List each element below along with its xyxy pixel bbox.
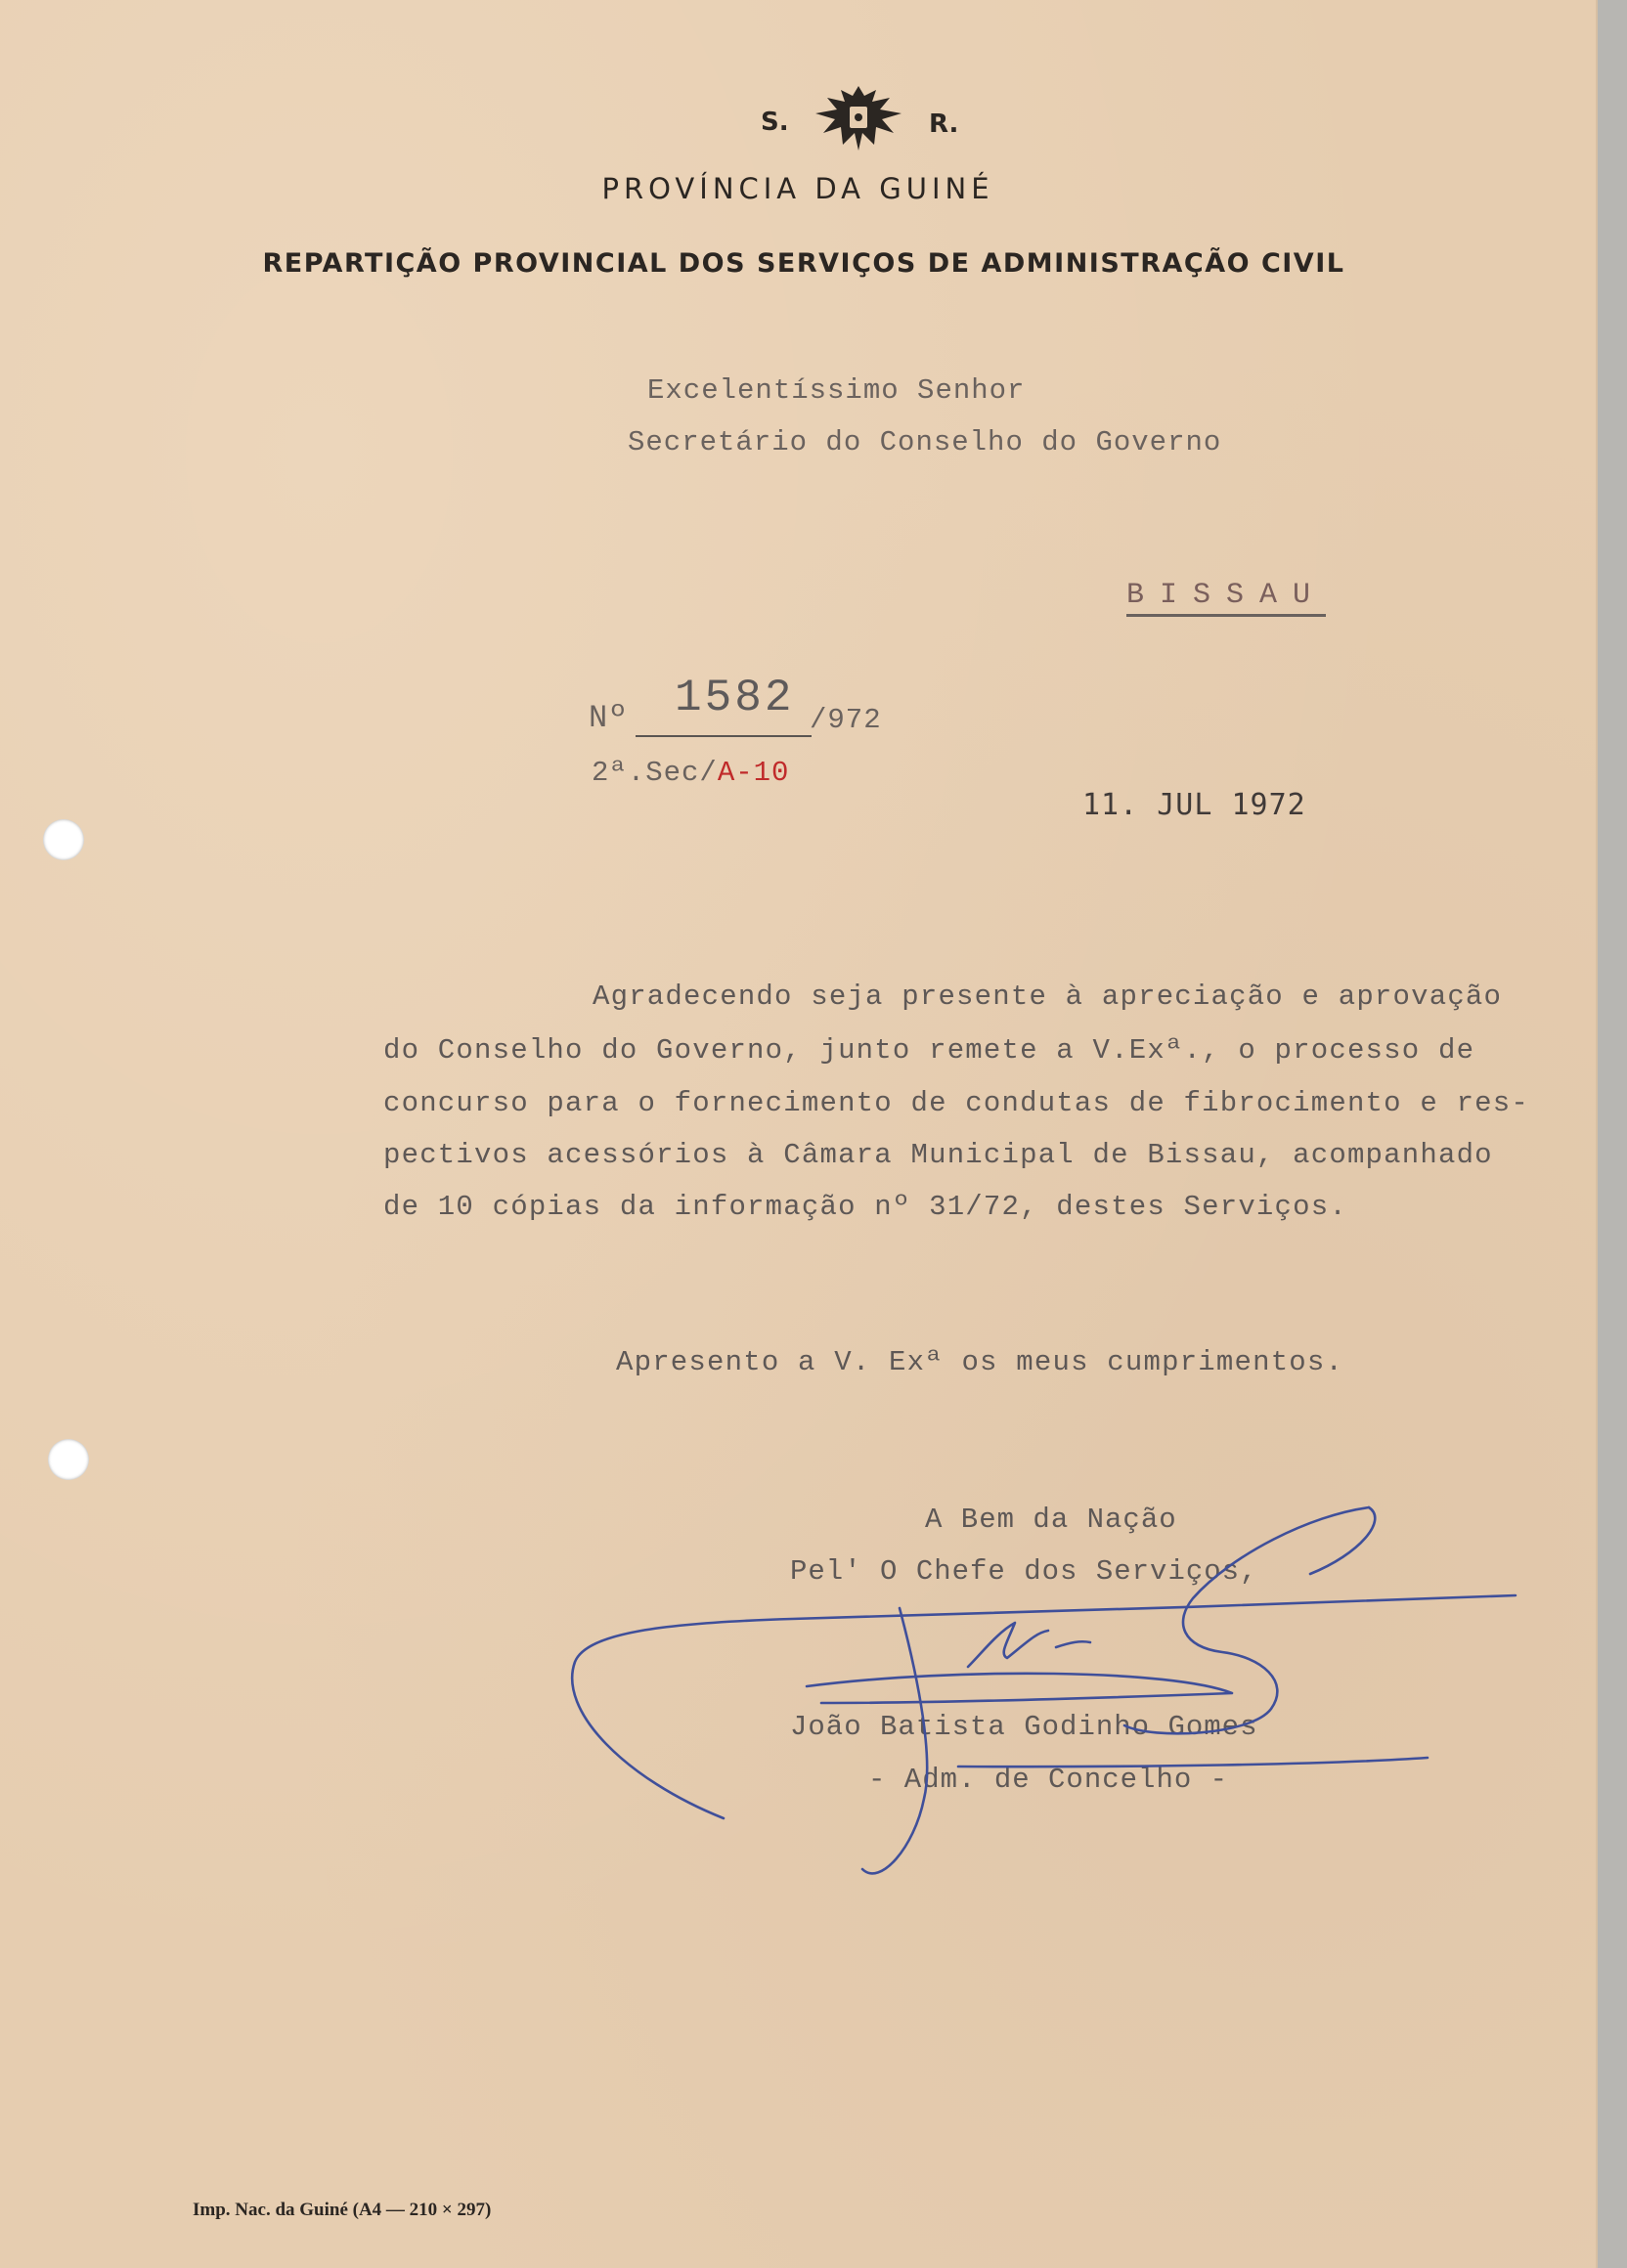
addressee-salutation: Excelentíssimo Senhor <box>647 374 1026 407</box>
addressee-city: BISSAU <box>1126 579 1326 617</box>
body-line-1: Agradecendo seja presente à apreciação e aprovação <box>593 981 1503 1013</box>
signatory-name: João Batista Godinho Gomes <box>790 1711 1258 1743</box>
reference-number: 1582 <box>675 673 795 723</box>
printer-imprint: Imp. Nac. da Guiné (A4 — 210 × 297) <box>193 2200 492 2220</box>
closing-motto: A Bem da Nação <box>925 1504 1177 1536</box>
section-reference <box>592 757 789 789</box>
department-title: REPARTIÇÃO PROVINCIAL DOS SERVIÇOS DE ADMINISTRAÇÃO CIVIL <box>262 248 1345 279</box>
province-title: PROVÍNCIA DA GUINÉ <box>601 172 994 205</box>
reference-year: /972 <box>810 704 882 736</box>
body-line-2: do Conselho do Governo, junto remete a V.Exª., o processo de <box>383 1034 1475 1067</box>
handwritten-signature <box>548 1486 1525 1897</box>
closing-greeting: Apresento a V. Exª os meus cumprimentos. <box>616 1346 1344 1378</box>
header-s-letter: S. <box>761 108 789 137</box>
section-prefix: 2ª.Sec/ <box>592 757 718 789</box>
body-line-4: pectivos acessórios à Câmara Municipal de Bissau, acompanhado <box>383 1139 1493 1171</box>
body-line-5: de 10 cópias da informação nº 31/72, destes Serviços. <box>383 1191 1347 1223</box>
reference-prefix: Nº <box>589 700 629 736</box>
punch-hole-upper <box>43 819 84 860</box>
date-stamp: 11. JUL 1972 <box>1082 788 1306 822</box>
header-r-letter: R. <box>929 109 959 139</box>
section-code: A-10 <box>717 757 790 789</box>
signatory-role: - Adm. de Concelho - <box>868 1764 1229 1796</box>
closing-on-behalf: Pel' O Chefe dos Serviços, <box>790 1555 1258 1588</box>
addressee-title: Secretário do Conselho do Governo <box>628 426 1222 458</box>
reference-underline <box>636 735 812 737</box>
punch-hole-lower <box>48 1439 89 1480</box>
body-line-3: concurso para o fornecimento de condutas de fibrocimento e res- <box>383 1087 1529 1119</box>
coat-of-arms-icon <box>812 82 905 156</box>
